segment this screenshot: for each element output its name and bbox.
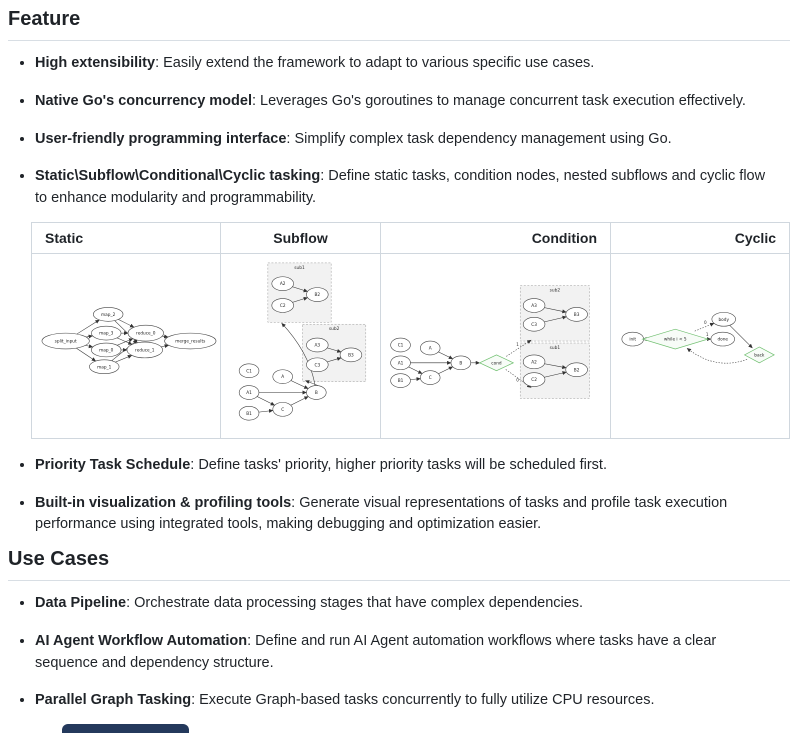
use-case-desc: : Orchestrate data processing stages that have complex dependencies. [126,595,584,611]
partial-bottom-bar [62,724,189,733]
column-header-condition: Condition [381,222,611,253]
svg-text:0: 0 [703,319,707,325]
svg-text:back: back [754,353,765,359]
svg-text:map_3: map_3 [99,331,114,337]
use-case-term: AI Agent Workflow Automation [35,632,248,649]
static-taskflow-diagram[interactable] [32,254,220,438]
svg-text:1: 1 [516,341,519,347]
svg-text:C: C [281,407,285,413]
svg-text:B3: B3 [348,353,354,359]
feature-term: Priority Task Schedule [35,456,191,473]
svg-text:sub1: sub1 [294,265,305,271]
svg-text:map_1: map_1 [97,365,112,371]
feature-item-concurrency-model [35,91,780,113]
svg-text:B1: B1 [246,411,252,417]
svg-text:init: init [629,337,637,343]
svg-text:C2: C2 [531,377,537,383]
feature-term: Built-in visualization & profiling tools [35,494,292,511]
svg-text:0: 0 [516,377,519,383]
feature-desc: : Define static tasks, condition nodes, nested subflows and cyclic flow to enhance modularity and programmability. [35,168,766,206]
svg-text:map_2: map_2 [101,312,116,318]
svg-text:sub2: sub2 [328,326,340,332]
use-cases-heading: Use Cases [8,548,790,581]
feature-term: User-friendly programming interface [35,130,287,147]
feature-term: Static\Subflow\Conditional\Cyclic tasking [35,168,321,185]
use-case-item-ai-agent-workflow [35,631,780,675]
svg-text:done: done [717,337,729,343]
feature-item-programming-interface [35,129,780,151]
feature-item-priority-schedule [35,455,780,477]
use-case-term: Parallel Graph Tasking [35,692,192,709]
svg-text:cond: cond [491,361,502,367]
svg-text:A2: A2 [531,360,537,366]
feature-desc: : Define tasks' priority, higher priority tasks will be scheduled first. [190,456,607,473]
svg-text:B: B [314,390,318,396]
tasking-examples-table [31,222,790,439]
feature-list-continued [8,455,790,536]
svg-text:A1: A1 [246,390,252,396]
svg-text:B2: B2 [314,292,321,298]
svg-text:C2: C2 [279,303,286,309]
svg-text:A2: A2 [279,282,286,288]
cyclic-taskflow-diagram[interactable] [611,254,789,438]
svg-text:A: A [281,374,285,380]
svg-text:B: B [459,361,463,367]
svg-text:A3: A3 [314,343,321,349]
feature-desc: : Easily extend the framework to adapt to various specific use cases. [155,55,595,71]
svg-text:reduce_0: reduce_0 [136,331,156,337]
svg-text:C3: C3 [314,363,321,369]
table-diagram-row [32,253,790,438]
use-cases-list [8,593,790,712]
svg-text:merge_results: merge_results [175,339,206,345]
svg-text:split_input: split_input [54,339,77,345]
svg-text:B1: B1 [397,378,404,384]
column-header-subflow: Subflow [221,222,381,253]
svg-text:C3: C3 [531,322,537,328]
feature-list [8,53,790,210]
svg-text:1: 1 [705,331,709,337]
svg-text:while i < 5: while i < 5 [663,337,687,343]
feature-desc: : Generate visual representations of tasks and profile task execution performance using integrated tools, making debugging and optimization easier. [35,494,728,533]
svg-text:sub2: sub2 [549,288,561,294]
svg-text:C: C [428,375,432,381]
svg-text:B3: B3 [573,312,580,318]
svg-text:body: body [718,317,729,323]
svg-text:A1: A1 [397,361,404,367]
svg-text:sub1: sub1 [549,345,561,351]
feature-term: Native Go's concurrency model [35,92,252,109]
feature-item-high-extensibility [35,53,780,75]
svg-text:C1: C1 [397,343,404,349]
svg-text:reduce_1: reduce_1 [135,348,155,354]
svg-text:map_0: map_0 [99,348,114,354]
feature-desc: : Leverages Go's goroutines to manage concurrent task execution effectively. [252,92,746,109]
svg-text:A: A [428,346,432,352]
column-header-static: Static [32,222,221,253]
svg-text:A3: A3 [531,303,537,309]
subflow-taskflow-diagram[interactable] [221,254,380,438]
feature-item-tasking-modes [35,166,780,210]
use-case-desc: : Define and run AI Agent automation workflows where tasks have a clear sequence and dependency structure. [35,632,717,671]
use-case-term: Data Pipeline [35,595,127,611]
feature-desc: : Simplify complex task dependency management using Go. [286,130,672,147]
use-case-item-data-pipeline [35,593,780,615]
table-header-row [32,222,790,253]
svg-text:C1: C1 [246,369,252,375]
condition-taskflow-diagram[interactable] [381,254,610,438]
feature-heading: Feature [8,8,790,41]
use-case-desc: : Execute Graph-based tasks concurrently to fully utilize CPU resources. [191,692,655,709]
feature-term: High extensibility [35,55,156,71]
column-header-cyclic: Cyclic [611,222,790,253]
feature-item-visualization-profiling [35,493,780,537]
svg-text:B2: B2 [573,368,580,374]
use-case-item-parallel-graph-tasking [35,690,780,712]
